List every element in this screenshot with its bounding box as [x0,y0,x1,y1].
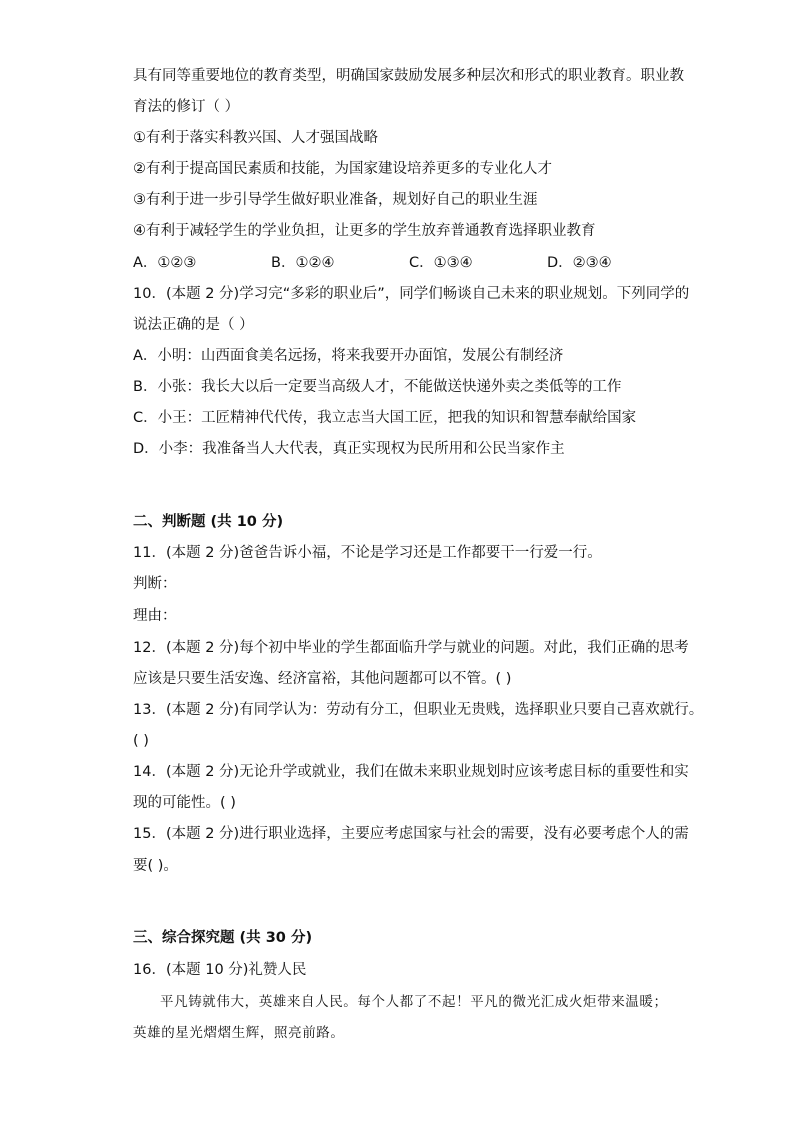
q15-line2: 要( )。 [133,858,178,874]
q10-option-a: A．小明：山西面食美名远扬，将来我要开办面馆，发展公有制经济 [133,348,564,364]
q10-option-d: D．小李：我准备当人大代表，真正实现权为民所用和公民当家作主 [133,441,565,457]
q9-item-4: ④有利于减轻学生的学业负担，让更多的学生放弃普通教育选择职业教育 [133,223,596,239]
q9-item-1: ①有利于落实科教兴国、人才强国战略 [133,130,378,146]
q9-option-b: B．①②④ [271,255,335,271]
q14-line2: 现的可能性。( ) [133,795,236,811]
q13-line2: ( ) [133,733,149,749]
q9-item-3: ③有利于进一步引导学生做好职业准备，规划好自己的职业生涯 [133,192,538,208]
q12-line2: 应该是只要生活安逸、经济富裕，其他问题都可以不管。( ) [133,671,512,687]
q10-option-c: C．小王：工匠精神代代传，我立志当大国工匠，把我的知识和智慧奉献给国家 [133,410,637,426]
q16-stem: 16．(本题 10 分)礼赞人民 [133,962,307,978]
q11-reason-label: 理由： [133,608,177,624]
q11-stem: 11．(本题 2 分)爸爸告诉小福，不论是学习还是工作都要干一行爱一行。 [133,545,602,561]
q16-passage-line1: 平凡铸就伟大，英雄来自人民。每个人都了不起！平凡的微光汇成火炬带来温暖； [160,994,668,1010]
q12-line1: 12．(本题 2 分)每个初中毕业的学生都面临升学与就业的问题。对此，我们正确的思考 [133,640,689,656]
q11-judge-label: 判断： [133,576,177,592]
q10-stem-line1: 10．(本题 2 分)学习完“多彩的职业后”，同学们畅谈自己未来的职业规划。下列同学的 [133,286,690,302]
q16-passage-line2: 英雄的星光熠熠生辉，照亮前路。 [133,1025,345,1041]
q9-option-c: C．①③④ [409,255,473,271]
q9-item-2: ②有利于提高国民素质和技能，为国家建设培养更多的专业化人才 [133,161,552,177]
q10-option-b: B．小张：我长大以后一定要当高级人才，不能做送快递外卖之类低等的工作 [133,379,622,395]
q9-option-d: D．②③④ [547,255,612,271]
q15-line1: 15．(本题 2 分)进行职业选择，主要应考虑国家与社会的需要，没有必要考虑个人的需 [133,826,689,842]
q14-line1: 14．(本题 2 分)无论升学或就业，我们在做未来职业规划时应该考虑目标的重要性和实 [133,764,689,780]
section2-title: 二、判断题 (共 10 分) [133,514,284,530]
q13-line1: 13．(本题 2 分)有同学认为：劳动有分工，但职业无贵贱，选择职业只要自己喜欢就行。 [133,702,704,718]
q9-option-a: A．①②③ [133,255,197,271]
section3-title: 三、综合探究题 (共 30 分) [133,930,313,946]
q9-stem-line2: 育法的修订（ ） [133,99,240,115]
q9-stem-line1: 具有同等重要地位的教育类型，明确国家鼓励发展多种层次和形式的职业教育。职业教 [133,68,684,84]
q10-stem-line2: 说法正确的是（ ） [133,317,254,333]
